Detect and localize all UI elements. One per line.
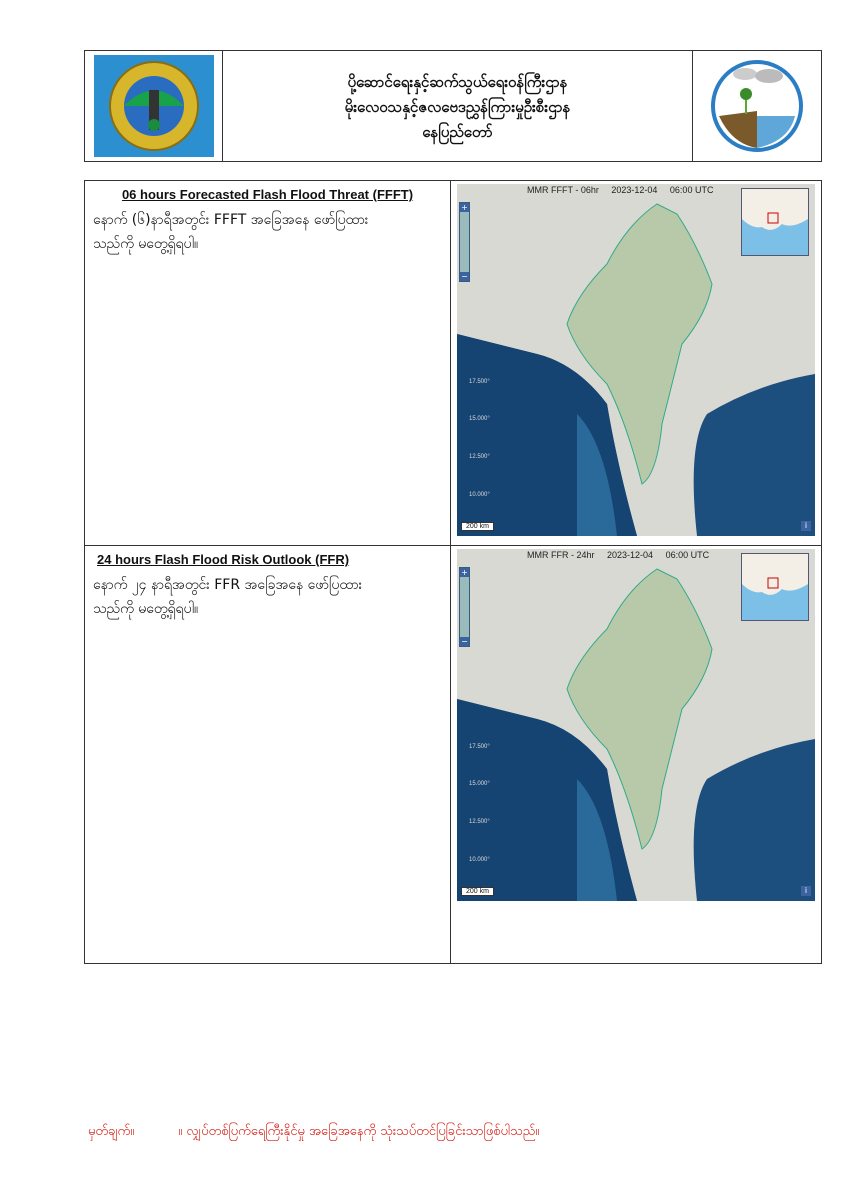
ffr-row (85, 546, 821, 963)
info-icon[interactable]: i (801, 521, 811, 531)
ffft-row (85, 181, 821, 546)
lat-label: 10.000° (469, 492, 490, 498)
title-line-1: ပို့ဆောင်ရေးနှင့်ဆက်သွယ်ရေးဝန်ကြီးဌာန (347, 72, 568, 91)
ffr-text-cell (85, 546, 451, 963)
map-header (527, 550, 719, 560)
scale-bar: 200 km (461, 887, 494, 896)
ffft-title: 06 hours Forecasted Flash Flood Threat (FFFT) (121, 187, 414, 202)
zoom-out-icon[interactable]: − (461, 637, 468, 646)
map-time: 06:00 UTC (669, 185, 714, 195)
ffft-map[interactable] (457, 184, 815, 536)
ffr-map-cell (451, 546, 821, 963)
title-line-2: မိုးလေဝသနှင့်ဇလဗေဒညွှန်ကြားမှုဦးစီးဌာန (344, 97, 571, 116)
title-line-3: နေပြည်တော် (422, 122, 493, 141)
lat-label: 17.500° (469, 744, 490, 750)
ffft-map-cell (451, 181, 821, 545)
info-icon[interactable]: i (801, 886, 811, 896)
document-header (84, 50, 822, 162)
zoom-in-icon[interactable]: + (461, 568, 468, 577)
map-time: 06:00 UTC (665, 550, 710, 560)
map-date: 2023-12-04 (607, 550, 654, 560)
zoom-in-icon[interactable]: + (461, 203, 468, 212)
zoom-slider[interactable] (460, 212, 469, 272)
map-product: MMR FFR - 24hr (527, 550, 595, 560)
right-logo-cell (693, 51, 821, 161)
ffr-map[interactable] (457, 549, 815, 901)
map-product: MMR FFFT - 06hr (527, 185, 599, 195)
overview-inset-map[interactable] (741, 553, 809, 621)
zoom-out-icon[interactable]: − (461, 272, 468, 281)
ffft-desc-line-1: နောက် (၆)နာရီအတွင်း FFFT အခြေအနေ ဖော်ပြထား (93, 212, 369, 228)
lat-label: 15.000° (469, 416, 490, 422)
asia-overview-icon (742, 554, 808, 620)
overview-inset-map[interactable] (741, 188, 809, 256)
hydrology-cycle-logo-icon (707, 56, 807, 156)
ffr-desc-line-2: သည်ကို မတွေ့ရှိရပါ။ (93, 601, 199, 617)
zoom-slider[interactable] (460, 577, 469, 637)
ffr-description (93, 573, 442, 621)
lat-label: 12.500° (469, 819, 490, 825)
ffr-desc-line-1: နောက် ၂၄ နာရီအတွင်း FFR အခြေအနေ ဖော်ပြထား (93, 577, 363, 593)
zoom-control[interactable] (459, 567, 470, 647)
header-title (223, 51, 693, 161)
lat-label: 15.000° (469, 781, 490, 787)
ffft-desc-line-2: သည်ကို မတွေ့ရှိရပါ။ (93, 236, 199, 252)
zoom-control[interactable] (459, 202, 470, 282)
lat-label: 17.500° (469, 379, 490, 385)
lat-label: 12.500° (469, 454, 490, 460)
map-date: 2023-12-04 (611, 185, 658, 195)
asia-overview-icon (742, 189, 808, 255)
note-label: မှတ်ချက်။ (88, 1124, 135, 1139)
scale-bar: 200 km (461, 522, 494, 531)
map-header (527, 185, 723, 195)
left-logo-cell (85, 51, 223, 161)
ministry-emblem-icon (94, 55, 214, 157)
ffft-description (93, 208, 442, 256)
ffr-title: 24 hours Flash Flood Risk Outlook (FFR) (97, 552, 350, 567)
footer-note (88, 1123, 539, 1142)
forecast-table (84, 180, 822, 964)
lat-label: 10.000° (469, 857, 490, 863)
note-text: ။ လျှပ်တစ်ပြက်ရေကြီးနိုင်မှု အခြေအနေကို သုံးသပ်တင်ပြခြင်းသာဖြစ်ပါသည်။ (178, 1124, 540, 1139)
ffft-text-cell (85, 181, 451, 545)
